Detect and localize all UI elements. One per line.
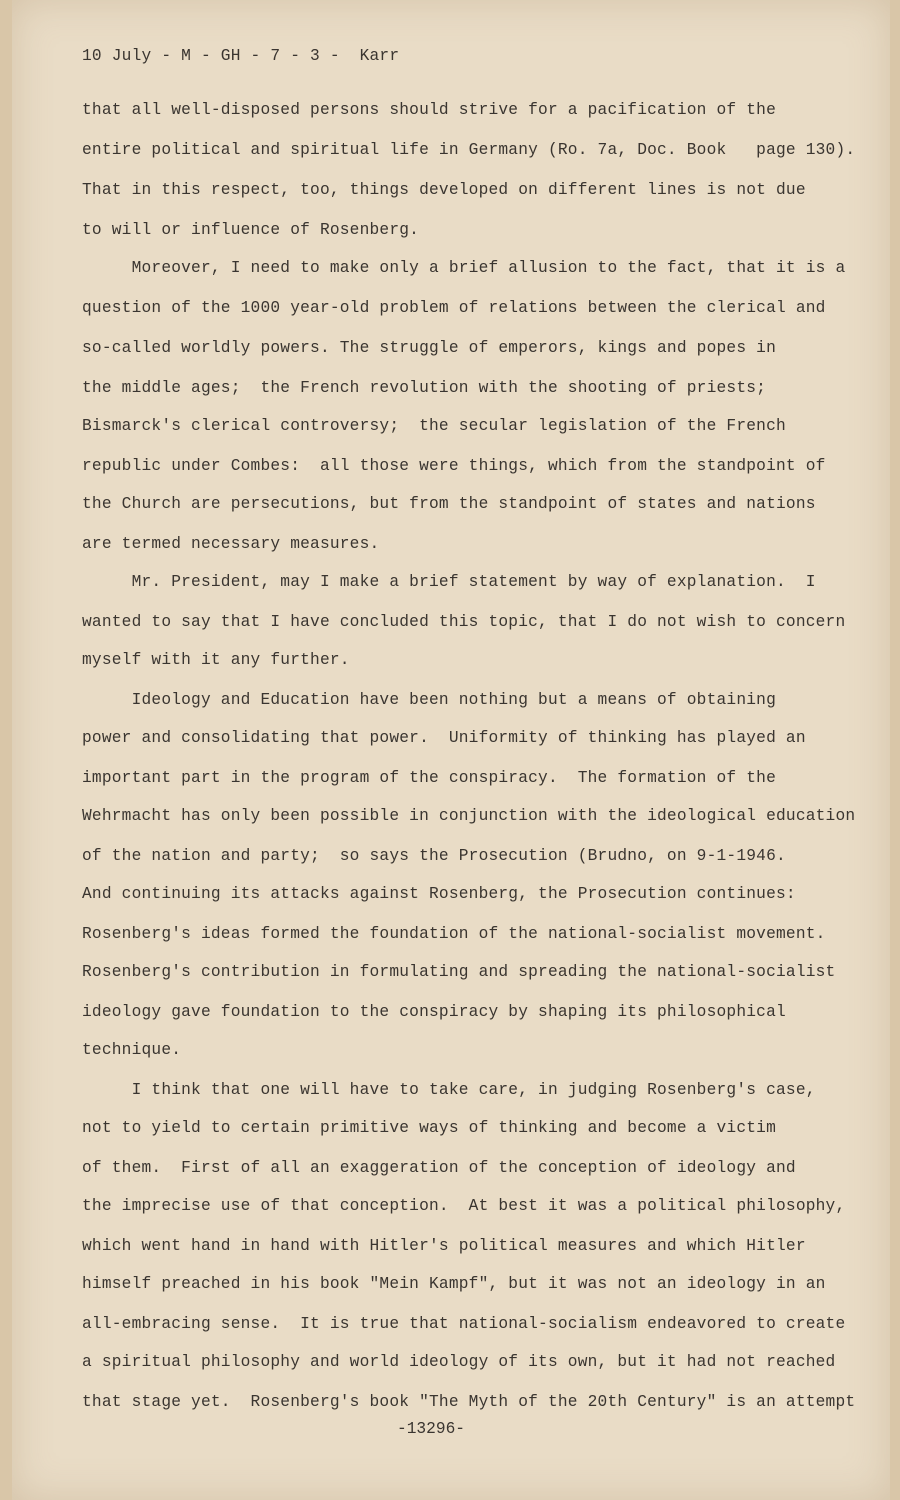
text-line: question of the 1000 year-old problem of relations between the clerical and	[82, 299, 826, 317]
text-line: Rosenberg's contribution in formulating and spreading the national-socialist	[82, 963, 836, 981]
text-line: the middle ages; the French revolution with the shooting of priests;	[82, 379, 767, 397]
text-line: Moreover, I need to make only a brief allusion to the fact, that it is a	[82, 259, 846, 277]
text-line: himself preached in his book "Mein Kampf", but it was not an ideology in an	[82, 1275, 826, 1293]
text-line: the imprecise use of that conception. At best it was a political philosophy,	[82, 1197, 846, 1215]
text-line: so-called worldly powers. The struggle of emperors, kings and popes in	[82, 339, 776, 357]
text-line: republic under Combes: all those were things, which from the standpoint of	[82, 457, 826, 475]
text-line: important part in the program of the conspiracy. The formation of the	[82, 769, 776, 787]
text-line: Rosenberg's ideas formed the foundation of the national-socialist movement.	[82, 925, 826, 943]
page-header: 10 July - M - GH - 7 - 3 - Karr	[82, 47, 400, 65]
text-line: power and consolidating that power. Uniformity of thinking has played an	[82, 729, 806, 747]
text-line: not to yield to certain primitive ways of thinking and become a victim	[82, 1119, 776, 1137]
text-line: wanted to say that I have concluded this topic, that I do not wish to concern	[82, 613, 846, 631]
text-line: Bismarck's clerical controversy; the secular legislation of the French	[82, 417, 786, 435]
text-line: Ideology and Education have been nothing but a means of obtaining	[82, 691, 776, 709]
text-line: are termed necessary measures.	[82, 535, 380, 553]
text-line: And continuing its attacks against Rosenberg, the Prosecution continues:	[82, 885, 796, 903]
text-line: of the nation and party; so says the Prosecution (Brudno, on 9-1-1946.	[82, 847, 786, 865]
text-line: a spiritual philosophy and world ideology of its own, but it had not reached	[82, 1353, 836, 1371]
text-line: entire political and spiritual life in Germany (Ro. 7a, Doc. Book page 130).	[82, 141, 856, 159]
text-line: all-embracing sense. It is true that national-socialism endeavored to create	[82, 1315, 846, 1333]
text-line: the Church are persecutions, but from the standpoint of states and nations	[82, 495, 816, 513]
text-line: myself with it any further.	[82, 651, 350, 669]
text-line: to will or influence of Rosenberg.	[82, 221, 420, 239]
text-line: ideology gave foundation to the conspiracy by shaping its philosophical	[82, 1003, 786, 1021]
text-line: I think that one will have to take care, in judging Rosenberg's case,	[82, 1081, 816, 1099]
text-line: that all well-disposed persons should strive for a pacification of the	[82, 101, 776, 119]
page-number: -13296-	[397, 1420, 465, 1438]
text-line: Mr. President, may I make a brief statement by way of explanation. I	[82, 573, 816, 591]
text-line: Wehrmacht has only been possible in conjunction with the ideological education	[82, 807, 856, 825]
text-line: technique.	[82, 1041, 182, 1059]
text-line: that stage yet. Rosenberg's book "The Myth of the 20th Century" is an attempt	[82, 1393, 856, 1411]
text-line: That in this respect, too, things developed on different lines is not due	[82, 181, 806, 199]
text-line: which went hand in hand with Hitler's political measures and which Hitler	[82, 1237, 806, 1255]
document-page	[12, 0, 890, 1500]
text-line: of them. First of all an exaggeration of the conception of ideology and	[82, 1159, 796, 1177]
